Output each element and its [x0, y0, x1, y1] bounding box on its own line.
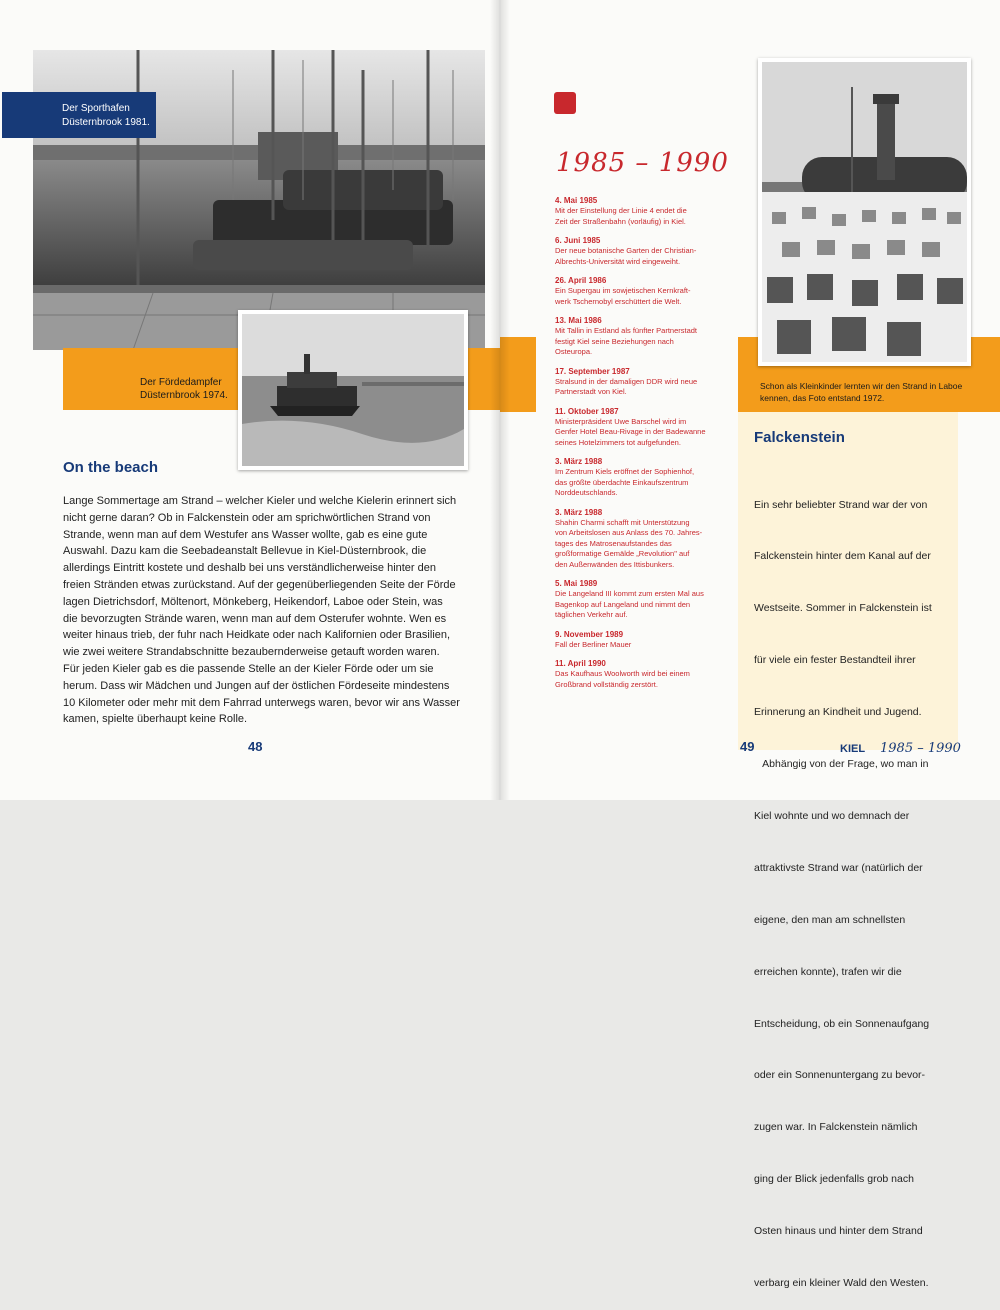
body-line: Lange Sommertage am Strand – welcher Kieler und welche Kielerin erinnert sich	[63, 495, 457, 507]
timeline	[555, 195, 723, 698]
timeline-line: seines Hotelzimmers tot aufgefunden.	[555, 437, 681, 447]
timeline-line: Norddeutschlands.	[555, 488, 618, 497]
timeline-date: 26. April 1986	[555, 276, 607, 285]
body-line: weiter hinaus trieb, der fuhr nach Heidkate oder nach Kalifornien oder Brasilien,	[63, 629, 451, 642]
body-line: Auswahl. Dazu kam die Seebadeanstalt Bellevue in Kiel-Düsternbrook, die	[63, 545, 427, 558]
timeline-date: 3. März 1988	[555, 507, 603, 517]
timeline-date: 5. Mai 1989	[555, 579, 598, 588]
body-line: Westseite. Sommer in Falckenstein ist	[754, 602, 932, 615]
timeline-date: 9. November 1989	[555, 629, 624, 639]
body-line: Für jeden Kieler gab es die passende Stelle an der Kieler Förde oder um sie	[63, 662, 434, 675]
page-number-left: 48	[248, 739, 263, 754]
timeline-line: den Außenwänden des Ittisbunkers.	[555, 559, 675, 569]
body-line: für viele ein fester Bestandteil ihrer	[754, 654, 916, 667]
body-line: wie zwei weitere Strandabschnitte bezaubernderweise getauft worden waren.	[63, 646, 440, 659]
body-line: erreichen konnte), trafen wir die	[754, 965, 902, 978]
page-gutter	[490, 0, 510, 800]
body-line: verbarg ein kleiner Wald den Westen.	[754, 1276, 929, 1289]
timeline-line: von Arbeitslosen aus Anlass des 70. Jahres-	[555, 528, 703, 537]
timeline-line: Die Langeland III kommt zum ersten Mal aus	[555, 589, 704, 598]
timeline-item	[555, 456, 723, 499]
timeline-item	[555, 235, 723, 267]
timeline-line: Osteuropa.	[555, 347, 593, 356]
timeline-line: Stralsund in der damaligen DDR wird neue	[555, 376, 698, 386]
body-line: Erinnerung an Kindheit und Jugend.	[754, 706, 922, 719]
body-line: allerdings Eintritt kostete und deshalb bei uns verständlicherweise hinter den	[63, 562, 436, 575]
body-line: nicht gerne daran? Ob in Falckenstein oder am sprichwörtlichen Strand von	[63, 511, 431, 524]
timeline-date: 4. Mai 1985	[555, 196, 598, 205]
timeline-item	[555, 578, 723, 621]
timeline-line: werk Tschernobyl erschüttert die Welt.	[555, 296, 682, 306]
body-line: herum. Dass wir Mädchen und Jungen auf der östlichen Fördeseite mindestens	[63, 679, 450, 692]
footer-brand: KIEL	[840, 743, 866, 755]
body-line: Entscheidung, ob ein Sonnenaufgang	[754, 1017, 930, 1030]
ferry-caption: Der Fördedampfer Düsternbrook 1974.	[140, 377, 228, 401]
harbor-caption: Der Sporthafen Düsternbrook 1981.	[2, 92, 156, 138]
timeline-line: Der neue botanische Garten der Christian-	[555, 246, 697, 255]
beach-caption: Schon als Kleinkinder lernten wir den Strand in Laboe kennen, das Foto entstand 1972.	[760, 381, 963, 403]
page-number-right: 49	[740, 739, 755, 754]
body-line: lagen Dietrichsdorf, Möltenort, Mönkeberg, Heikendorf, Laboe oder Stein, was	[63, 595, 443, 608]
body-line: zugen war. In Falckenstein nämlich	[754, 1121, 918, 1134]
timeline-line: Ein Supergau im sowjetischen Kernkraft-	[555, 286, 691, 295]
timeline-line: großformatige Gemälde „Revolution" auf	[555, 549, 690, 558]
timeline-item	[555, 195, 723, 227]
timeline-line: Das Kaufhaus Woolworth wird bei einem	[555, 669, 690, 678]
timeline-line: Ministerpräsident Uwe Barschel wird im	[555, 416, 687, 426]
body-line: ging der Blick jedenfalls grob nach	[754, 1173, 914, 1186]
timeline-line: Zeit der Straßenbahn (vorläufig) in Kiel.	[555, 216, 686, 226]
timeline-line: Mit der Einstellung der Linie 4 endet die	[555, 206, 687, 215]
body-line: oder ein Sonnenuntergang zu bevor-	[754, 1069, 926, 1082]
left-body-text	[63, 493, 488, 728]
body-line: attraktivste Strand war (natürlich der	[754, 861, 923, 874]
timeline-line: Shahin Charmi schafft mit Unterstützung	[555, 517, 690, 527]
left-page	[0, 0, 500, 800]
timeline-line: Bagenkop auf Langeland und nimmt den	[555, 599, 691, 609]
heading-on-the-beach: On the beach	[63, 459, 159, 476]
timeline-date: 11. Oktober 1987	[555, 406, 619, 416]
body-line: Falckenstein hinter dem Kanal auf der	[754, 550, 931, 563]
timeline-item	[555, 315, 723, 358]
footer-years: 1985 – 1990	[880, 741, 961, 756]
body-line: 10 Kilometer oder mehr mit dem Fahrrad unterwegs waren, bevor wir ans Wasser	[63, 696, 460, 709]
timeline-line: täglichen Verkehr auf.	[555, 610, 628, 619]
timeline-line: Partnerstadt von Kiel.	[555, 387, 627, 396]
body-line: freien Stränden etwas zurückstand. Auf der gegenüberliegenden Seite der Förde	[63, 578, 456, 591]
body-line: Osten hinaus und hinter dem Strand	[754, 1225, 923, 1238]
body-line: Abhängig von der Frage, wo man in	[754, 758, 929, 771]
timeline-line: festigt Kiel seine Beziehungen nach	[555, 336, 674, 346]
timeline-item	[555, 366, 723, 398]
body-line: Kiel wohnte und wo demnach der	[754, 809, 910, 822]
timeline-line: Mit Tallin in Estland als fünfter Partnerstadt	[555, 326, 698, 335]
heading-falckenstein: Falckenstein	[754, 429, 845, 446]
right-body-text	[754, 462, 954, 1310]
body-line: kamen, spielte überhaupt keine Rolle.	[63, 713, 248, 726]
timeline-item	[555, 507, 723, 571]
beach-photo	[758, 58, 971, 366]
timeline-line: Im Zentrum Kiels eröffnet der Sophienhof,	[555, 467, 695, 476]
body-line: die bevorzugten Strände waren, wenn man auf dem Osterufer wohnte. Wen es	[63, 612, 447, 625]
timeline-item	[555, 629, 723, 651]
timeline-line: tages des Matrosenaufstandes das	[555, 538, 672, 548]
timeline-item	[555, 275, 723, 307]
timeline-date: 3. März 1988	[555, 457, 603, 466]
timeline-item	[555, 658, 723, 690]
timeline-line: Fall der Berliner Mauer	[555, 639, 632, 649]
timeline-line: das größte überdachte Einkaufszentrum	[555, 477, 689, 487]
timeline-date: 11. April 1990	[555, 659, 606, 668]
red-square-marker	[554, 92, 576, 114]
year-range-title: 1985 – 1990	[556, 148, 729, 178]
timeline-date: 13. Mai 1986	[555, 316, 602, 325]
timeline-line: Großbrand vollständig zerstört.	[555, 679, 658, 689]
body-line: eigene, den man am schnellsten	[754, 913, 906, 926]
ferry-photo	[238, 310, 468, 470]
timeline-date: 17. September 1987	[555, 366, 630, 376]
timeline-date: 6. Juni 1985	[555, 236, 601, 245]
timeline-item	[555, 406, 723, 449]
timeline-line: Albrechts-Universität wird eingeweiht.	[555, 256, 681, 266]
timeline-line: Genfer Hotel Beau-Rivage in der Badewanne	[555, 427, 706, 436]
body-line: Ein sehr beliebter Strand war der von	[754, 498, 928, 511]
body-line: Strande, wenn man auf dem Westufer ans Wasser wollte, gab es eine gute	[63, 528, 428, 541]
